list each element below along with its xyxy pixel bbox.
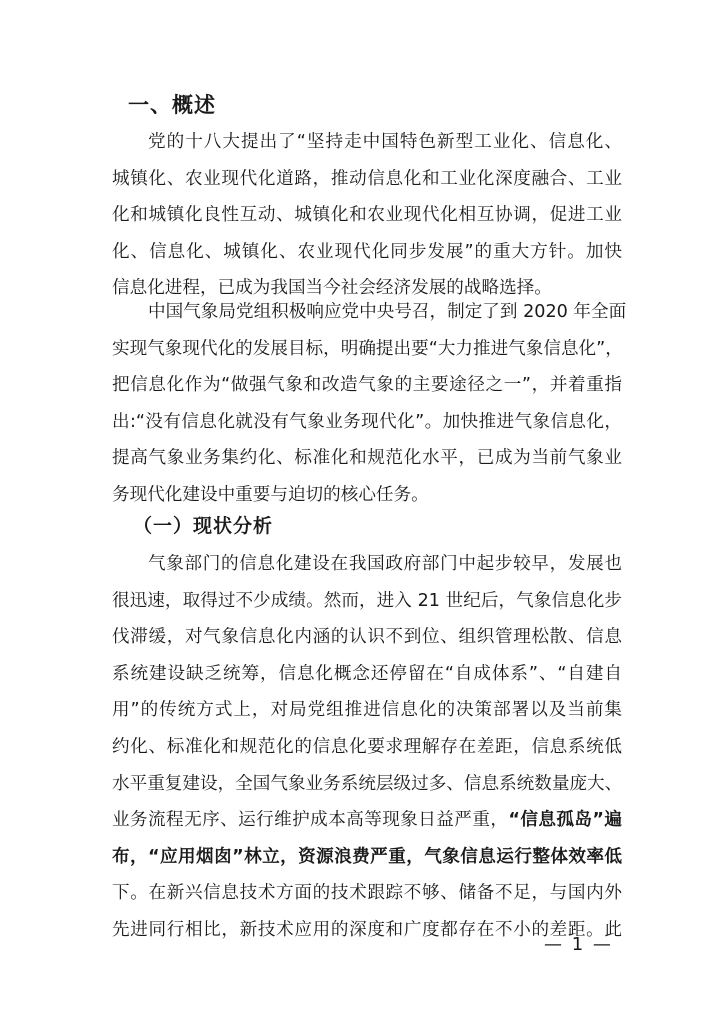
text-line: 提高气象业务集约化、标准化和规范化水平，已成为当前气象业 [112,448,622,469]
text-line: 城镇化、农业现代化道路，推动信息化和工业化深度融合、工业 [112,168,622,189]
text-run: 业务流程无序、运行维护成本高等现象日益严重， [112,810,509,831]
text-line: 实现气象现代化的发展目标，明确提出要“大力推进气象信息化”， [112,338,623,359]
paragraph-2 [112,294,627,514]
text-line: 系统建设缺乏统筹，信息化概念还停留在“自成体系”、“自建自 [112,663,622,684]
text-line: 约化、标准化和规范化的信息化要求理解存在差距，信息系统低 [112,736,622,757]
text-line: 出:“没有信息化就没有气象业务现代化”。加快推进气象信息化， [112,411,622,432]
text-line: 很迅速，取得过不少成绩。然而，进入 21 世纪后，气象信息化步 [112,590,622,611]
text-line: 把信息化作为“做强气象和改造气象的主要途径之一”，并着重指 [112,375,622,396]
text-line: 化、信息化、城镇化、农业现代化同步发展”的重大方针。加快 [112,241,622,262]
text-line: 伐滞缓，对气象信息化内涵的认识不到位、组织管理松散、信息 [112,627,622,648]
paragraph-3 [112,546,622,949]
text-line: 用”的传统方式上，对局党组推进信息化的决策部署以及当前集 [112,700,622,721]
text-line: 化和城镇化良性互动、城镇化和农业现代化相互协调，促进工业 [112,205,622,226]
text-line: 党的十八大提出了“坚持走中国特色新型工业化、信息化、 [148,132,622,152]
page-number: — 1 — [544,934,613,955]
text-line: 中国气象局党组积极响应党中央号召，制定了到 2020 年全面 [148,302,627,322]
text-line [112,802,622,839]
subsection-heading: （一）现状分析 [133,515,274,537]
section-heading: 一、概述 [128,93,216,117]
paragraph-1 [112,124,622,307]
bold-text-line: 布，“应用烟囱”林立，资源浪费严重，气象信息运行整体效率低 [112,846,622,867]
text-line: 水平重复建设，全国气象业务系统层级过多、信息系统数量庞大、 [112,773,623,794]
text-line: 信息化进程，已成为我国当今社会经济发展的战略选择。 [112,278,552,299]
text-line: 务现代化建设中重要与迫切的核心任务。 [112,484,429,505]
text-line: 气象部门的信息化建设在我国政府部门中起步较早，发展也 [148,554,622,574]
text-line: 下。在新兴信息技术方面的技术跟踪不够、储备不足，与国内外 [112,883,622,904]
bold-text-run: “信息孤岛”遍 [508,810,622,831]
text-line: 先进同行相比，新技术应用的深度和广度都存在不小的差距。此 [112,919,622,940]
